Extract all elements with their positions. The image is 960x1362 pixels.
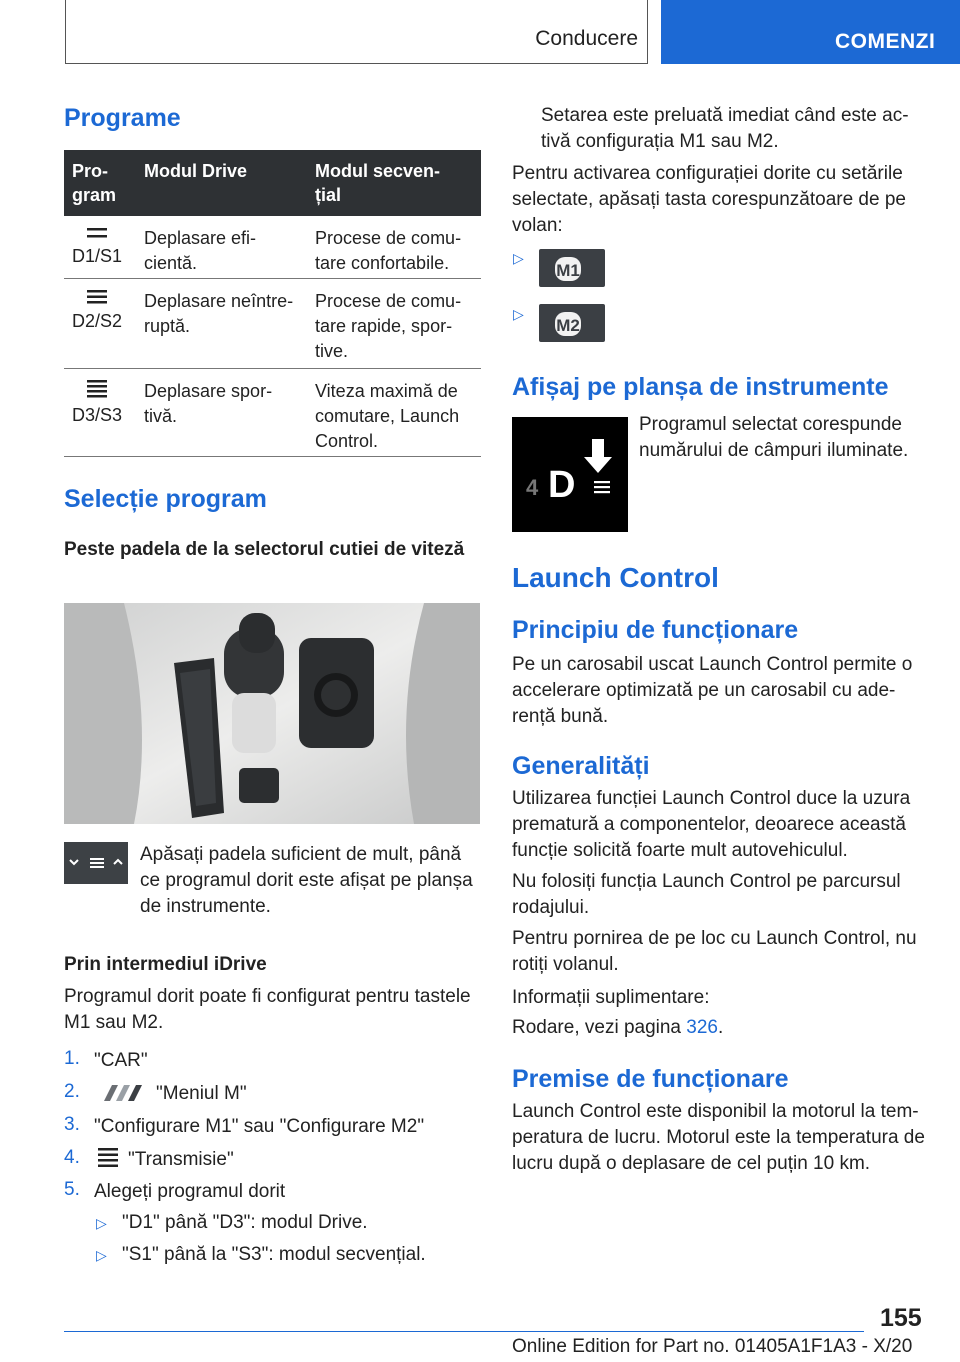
step-number: 4. xyxy=(64,1147,80,1168)
general-text-2: Nu folosiți funcția Launch Control pe parcursul rodajului. xyxy=(512,871,901,918)
cell-drive: Deplasare spor- tivă. xyxy=(144,381,273,426)
downshift-arrow-icon xyxy=(584,439,612,473)
col-header-drive: Modul Drive xyxy=(144,161,248,181)
paddle-icon xyxy=(64,842,128,884)
idrive-text: Programul dorit poate fi configurat pentru tastele M1 sau M2. xyxy=(64,986,471,1033)
section-title-selectie: Selecție program xyxy=(64,485,267,513)
display-graphic xyxy=(512,417,628,532)
program-1-icon xyxy=(86,226,108,240)
program-3-icon xyxy=(86,379,108,399)
header-section-label: Conducere xyxy=(535,27,638,50)
footer-divider xyxy=(64,1331,864,1332)
m1-glyph-letter: M1 xyxy=(556,261,580,280)
step-number: 5. xyxy=(64,1179,80,1200)
subheading-idrive: Prin intermediul iDrive xyxy=(64,954,267,975)
display-mode-letter: D xyxy=(548,464,576,506)
table-row xyxy=(64,369,481,457)
step-text: "Configurare M1" sau "Configurare M2" xyxy=(94,1116,425,1137)
instrument-display-image xyxy=(512,417,628,532)
program-2-icon xyxy=(86,289,108,305)
header-chapter-tab[interactable] xyxy=(661,0,960,64)
page-link[interactable]: 326 xyxy=(686,1017,718,1038)
m1-button-icon xyxy=(539,249,605,287)
bullet-triangle-icon: ▷ xyxy=(96,1215,107,1231)
footer-edition: Online Edition for Part no. 01405A1F1A3 - X/20 xyxy=(512,1336,913,1357)
bullet-triangle-icon: ▷ xyxy=(513,250,524,266)
m2-glyph-icon xyxy=(539,304,605,342)
col-header-program: Pro- gram xyxy=(72,161,117,205)
cell-drive: Deplasare efi- cientă. xyxy=(144,228,257,273)
cell-program: D1/S1 xyxy=(64,226,130,269)
step-text: "Meniul M" xyxy=(156,1083,247,1104)
display-gear-digit: 4 xyxy=(526,475,539,500)
premise-text: Launch Control este disponibil la motorul la tem- peratura de lucru. Motorul este la temperatura de lucru după o deplasare de cel puțin 10 km. xyxy=(512,1101,925,1174)
table-row xyxy=(64,279,481,369)
bullet-triangle-icon: ▷ xyxy=(96,1247,107,1263)
m2-button-icon xyxy=(539,304,605,342)
activate-text: Pentru activarea configurației dorite cu setările selectate, apăsați tasta corespunzătoare de pe volan: xyxy=(512,163,906,236)
section-title-principle: Principiu de funcționare xyxy=(512,616,799,644)
step-text: Alegeți programul dorit xyxy=(94,1181,286,1202)
subheading-paddle: Peste padela de la selectorul cutiei de viteză xyxy=(64,539,465,560)
rodare-suffix: . xyxy=(717,1017,724,1038)
col-header-sequential: Modul secven- țial xyxy=(315,161,441,205)
general-text-4: Informații suplimentare: xyxy=(512,987,710,1008)
display-text: Programul selectat corespunde numărului de câmpuri iluminate. xyxy=(639,414,909,461)
table-row xyxy=(64,216,481,279)
rodare-text: Rodare, vezi pagina xyxy=(512,1017,687,1038)
substep-text: "S1" până la "S3": modul secvențial. xyxy=(122,1244,426,1265)
continued-text: Setarea este preluată imediat când este ac- tivă configurația M1 sau M2. xyxy=(541,105,909,152)
step-number: 1. xyxy=(64,1048,80,1069)
table-header xyxy=(64,150,481,216)
gear-selector-photo xyxy=(64,603,480,824)
general-text-3: Pentru pornirea de pe loc cu Launch Control, nu rotiți volanul. xyxy=(512,928,917,975)
bullet-triangle-icon: ▷ xyxy=(513,306,524,322)
cell-sequential: Viteza maximă de comutare, Launch Control. xyxy=(315,381,460,451)
section-title-premise: Premise de funcționare xyxy=(512,1065,789,1093)
step-text: "CAR" xyxy=(94,1050,148,1071)
transmission-icon xyxy=(96,1146,120,1168)
section-title-display: Afișaj pe planșa de instrumente xyxy=(512,373,889,401)
substep-text: "D1" până "D3": modul Drive. xyxy=(122,1212,368,1233)
section-title-programe: Programe xyxy=(64,104,181,132)
cell-sequential: Procese de comu- tare confortabile. xyxy=(315,228,462,273)
header-chapter-label: COMENZI xyxy=(835,30,936,53)
m2-glyph-letter: M2 xyxy=(556,316,580,335)
paddle-text-part xyxy=(140,842,480,920)
section-title-launch: Launch Control xyxy=(512,562,719,593)
cell-drive: Deplasare neîntre- ruptă. xyxy=(144,291,294,336)
page-number: 155 xyxy=(880,1304,922,1332)
principle-text: Pe un carosabil uscat Launch Control permite o accelerare optimizată pe un carosabil cu ade- rență bună. xyxy=(512,654,913,727)
step-number: 2. xyxy=(64,1081,80,1102)
cell-program: D3/S3 xyxy=(64,379,130,428)
step-text: "Transmisie" xyxy=(128,1149,234,1170)
cell-program: D2/S2 xyxy=(64,289,130,334)
section-title-general: Generalități xyxy=(512,752,650,780)
m1-glyph-icon xyxy=(539,249,605,287)
step-number: 3. xyxy=(64,1114,80,1135)
paddle-text: Apăsați padela suficient de mult, până ce programul dorit este afișat pe planșa de instrumente. xyxy=(140,844,473,917)
general-text-1: Utilizarea funcției Launch Control duce la uzura prematură a componentelor, deoarece această funcție solicită foarte mult autovehiculul. xyxy=(512,788,911,861)
m-menu-icon xyxy=(100,1083,148,1103)
cell-sequential: Procese de comu- tare rapide, spor- tive. xyxy=(315,291,462,361)
program-table xyxy=(64,150,481,457)
general-text-5 xyxy=(512,1015,930,1041)
